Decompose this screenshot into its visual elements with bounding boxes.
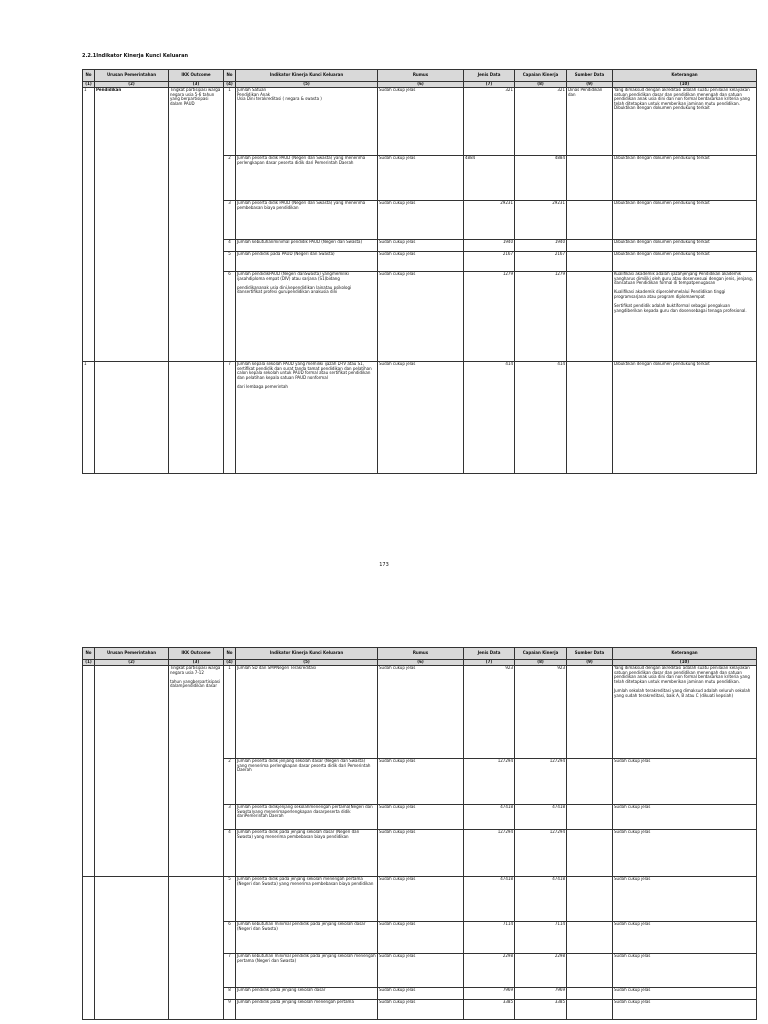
indikator: Jumlah pendidik pada jenjang sekolah menengah pertama <box>236 1000 378 1020</box>
table-row <box>83 88 757 156</box>
rumus: Sudah cukup jelas <box>378 922 464 954</box>
jenis-data: 127294 <box>464 830 515 877</box>
col-number: (10) <box>613 660 757 666</box>
col-header: No <box>224 70 236 82</box>
urusan-no <box>83 877 95 1020</box>
table-header-row <box>83 648 757 660</box>
col-header: Keterangan <box>613 648 757 660</box>
sumber-data <box>567 988 613 1000</box>
indikator: Jumlah peserta didik PAUD (Negeri dan Swasta) yang menerima perlengkapan dasar peserta didik dari Pemerintah Daerah <box>236 156 378 201</box>
keterangan: Dibuktikan dengan dokumen pendukung terkait <box>613 156 757 201</box>
rumus: Sudah cukup jelas <box>378 201 464 240</box>
kpi-table-page-173 <box>82 69 757 474</box>
row-no: 6 <box>224 922 236 954</box>
col-header: Capaian Kinerja <box>515 648 567 660</box>
jenis-data: 7969 <box>464 988 515 1000</box>
jenis-data: 4884 <box>464 156 515 201</box>
capaian: 47418 <box>515 805 567 830</box>
keterangan: Dibuktikan dengan dokumen pendukung terkait <box>613 362 757 474</box>
sumber-data <box>567 156 613 201</box>
table-row <box>83 666 757 759</box>
keterangan: Sudah cukup jelas <box>613 830 757 877</box>
col-header: Urusan Pemerintahan <box>95 648 169 660</box>
row-no: 2 <box>224 759 236 805</box>
keterangan: Dibuktikan dengan dokumen pendukung terkait <box>613 201 757 240</box>
row-no: 3 <box>224 805 236 830</box>
rumus: Sudah cukup jelas <box>378 362 464 474</box>
indikator: Jumlah pendidik pada PAUD (Negeri dan Swasta) <box>236 252 378 272</box>
urusan-name <box>95 362 169 474</box>
col-number: (5) <box>236 660 378 666</box>
rumus: Sudah cukup jelas <box>378 240 464 252</box>
keterangan: Sudah cukup jelas <box>613 877 757 922</box>
capaian: 29231 <box>515 201 567 240</box>
urusan-name <box>95 877 169 1020</box>
indikator: Jumlah Satuan Pendidikan Anak Usia Dini terakreditasi ( negara & swasta ) <box>236 88 378 156</box>
row-no: 9 <box>224 1000 236 1020</box>
col-header: Sumber Data <box>567 70 613 82</box>
col-number: (7) <box>464 660 515 666</box>
jenis-data: 414 <box>464 362 515 474</box>
sumber-data <box>567 240 613 252</box>
rumus: Sudah cukup jelas <box>378 156 464 201</box>
rumus: Sudah cukup jelas <box>378 1000 464 1020</box>
col-header: No <box>83 648 95 660</box>
sumber-data <box>567 954 613 988</box>
table-header-row <box>83 70 757 82</box>
ikk-outcome <box>169 877 224 1020</box>
col-header: Indikator Kinerja Kunci Keluaran <box>236 70 378 82</box>
col-header: Capaian Kinerja <box>515 70 567 82</box>
section-title: 2.2.1Indikator Kinerja Kunci Keluaran <box>82 53 189 59</box>
col-header: No <box>224 648 236 660</box>
keterangan: Sudah cukup jelas <box>613 759 757 805</box>
capaian: 7114 <box>515 922 567 954</box>
jenis-data: 7114 <box>464 922 515 954</box>
sumber-data <box>567 252 613 272</box>
rumus: Sudah cukup jelas <box>378 877 464 922</box>
jenis-data: 127294 <box>464 759 515 805</box>
row-no: 1 <box>224 666 236 759</box>
row-no: 5 <box>224 877 236 922</box>
col-header: IKK Outcome <box>169 648 224 660</box>
sumber-data <box>567 759 613 805</box>
row-no: 5 <box>224 252 236 272</box>
capaian: 47418 <box>515 877 567 922</box>
rumus: Sudah cukup jelas <box>378 666 464 759</box>
jenis-data: 47418 <box>464 805 515 830</box>
col-number: (8) <box>515 82 567 88</box>
jenis-data: 1279 <box>464 272 515 362</box>
capaian: 1940 <box>515 240 567 252</box>
urusan-no: 1 <box>83 362 95 474</box>
kpi-table-page-174 <box>82 647 757 1020</box>
col-header: Jenis Data <box>464 648 515 660</box>
rumus: Sudah cukup jelas <box>378 272 464 362</box>
col-number: (2) <box>95 82 169 88</box>
sumber-data <box>567 830 613 877</box>
sumber-data <box>567 1000 613 1020</box>
row-no: 4 <box>224 240 236 252</box>
sumber-data <box>567 272 613 362</box>
indikator: Jumlah pendidik pada jenjang sekolah dasar <box>236 988 378 1000</box>
capaian: 414 <box>515 362 567 474</box>
rumus: Sudah cukup jelas <box>378 88 464 156</box>
keterangan: Dibuktikan dengan dokumen pendukung terkait <box>613 252 757 272</box>
table-row <box>83 362 757 474</box>
urusan-no <box>83 666 95 877</box>
indikator: Jumlah peserta didik pada jenjang sekolah dasar (Negeri dan Swasta) yang menerima pembebasan biaya pendidikan <box>236 830 378 877</box>
row-no: 1 <box>224 88 236 156</box>
col-number: (10) <box>613 82 757 88</box>
col-number: (9) <box>567 660 613 666</box>
page-number: 173 <box>379 562 389 568</box>
jenis-data: 29231 <box>464 201 515 240</box>
table-row <box>83 877 757 922</box>
urusan-name <box>95 666 169 877</box>
col-number: (2) <box>95 660 169 666</box>
indikator: Jumlah peserta didikjenjang sekolahmenengah pertama(Negeri dan Swasta)yang menerimaperlengkapan dasarpeserta didik dariPemerintah Daerah <box>236 805 378 830</box>
indikator: Jumlah SD dan SMPNegeri Terakreditasi <box>236 666 378 759</box>
row-no: 7 <box>224 362 236 474</box>
keterangan: Sudah cukup jelas <box>613 954 757 988</box>
capaian: 127294 <box>515 759 567 805</box>
col-number: (5) <box>236 82 378 88</box>
capaian: 923 <box>515 666 567 759</box>
jenis-data: 321 <box>464 88 515 156</box>
jenis-data: 2167 <box>464 252 515 272</box>
col-number: (7) <box>464 82 515 88</box>
row-no: 8 <box>224 988 236 1000</box>
keterangan: Dibuktikan dengan dokumen pendukung terkait <box>613 240 757 252</box>
keterangan: Yang dimaksud dengan akreditasi adalah suatu penilaian kelayakan satuan pendidikan dasar dan pendidikan menengah dan satuan pendidikan anak usia dini dan non formal berdasarkan kriteria yang telah ditetapkan untuk memberikan jaminan mutu pendidikan. Jumlah sekolah terakreditasi yang dimaksud adalah seluruh sekolah yang sudah terakreditasi, baik A, B atau C (dikuati kepsiah) <box>613 666 757 759</box>
sumber-data <box>567 922 613 954</box>
row-no: 4 <box>224 830 236 877</box>
indikator: Jumlah pendidikPAUD (Negeri danSwasta) yangmemiliki ijasahdiploma empat (DIV) atau sarjana (S1)bidang pendidikananak usia dini,kependidikan lainatau psikologi dansertifikat profesi gurupendidikan anakusia dini <box>236 272 378 362</box>
jenis-data: 1940 <box>464 240 515 252</box>
indikator: Jumlah peserta didik jenjang sekolah dasar (Negeri dan Swasta) yang menerima perlengkapan dasar peserta didik dari Pemerintah Daerah <box>236 759 378 805</box>
capaian: 127294 <box>515 830 567 877</box>
row-no: 2 <box>224 156 236 201</box>
sumber-data <box>567 201 613 240</box>
keterangan: Yang dimaksud dengan akreditasi adalah suatu penilaian kelayakan satuan pendidikan dasar dan pendidikan menengah dan satuan pendidikan anak usia dini dan non formal berdasarkan kriteria yang telah ditetapkan untuk memberikan jaminan mutu pendidikan. Dibuktikan dengan dokumen pendukung terkait <box>613 88 757 156</box>
row-no: 3 <box>224 201 236 240</box>
sumber-data <box>567 362 613 474</box>
capaian: 1279 <box>515 272 567 362</box>
sumber-data: Dinas Pendidikan dan <box>567 88 613 156</box>
capaian: 321 <box>515 88 567 156</box>
col-number: (9) <box>567 82 613 88</box>
rumus: Sudah cukup jelas <box>378 252 464 272</box>
row-no: 6 <box>224 272 236 362</box>
col-number: (4) <box>224 660 236 666</box>
rumus: Sudah cukup jelas <box>378 830 464 877</box>
urusan-no: 1 <box>83 88 95 362</box>
jenis-data: 923 <box>464 666 515 759</box>
jenis-data: 2298 <box>464 954 515 988</box>
capaian: 3385 <box>515 1000 567 1020</box>
indikator: Jumlah kebutuhan minimal pendidik pada jenjang sekolah dasar (Negeri dan Swasta) <box>236 922 378 954</box>
jenis-data: 47418 <box>464 877 515 922</box>
col-header: Jenis Data <box>464 70 515 82</box>
keterangan: Sudah cukup jelas <box>613 805 757 830</box>
col-header: No <box>83 70 95 82</box>
rumus: Sudah cukup jelas <box>378 954 464 988</box>
jenis-data: 3385 <box>464 1000 515 1020</box>
capaian: 7969 <box>515 988 567 1000</box>
col-number: (4) <box>224 82 236 88</box>
keterangan: Kualifikasi akademik adalah ijazahjenjang Pendidikan akademik yangharus dimiliki oleh guru atau dosensesuai dengan jenis, jenjang, dansatuan Pendidikan formal di tempatpenugasan Kualifikasi akademik diperolehmelalui Pendidikan tinggi programsarjana atau program diplomaempat Sertifikat pendidik adalah buktiformal sebagai pengakuan yangdiberikan kepada guru dan dosensebagai tenaga profesional. <box>613 272 757 362</box>
keterangan: Sudah cukup jelas <box>613 1000 757 1020</box>
col-number: (3) <box>169 660 224 666</box>
capaian: 2167 <box>515 252 567 272</box>
ikk-outcome: Tingkat partisipasi warga negara usia 7-12 tahun yangberpartisipasi dalampendidikan dasar <box>169 666 224 877</box>
rumus: Sudah cukup jelas <box>378 759 464 805</box>
sumber-data <box>567 805 613 830</box>
col-header: Indikator Kinerja Kunci Keluaran <box>236 648 378 660</box>
col-number: (3) <box>169 82 224 88</box>
indikator: Jumlah kepala sekolah PAUD yang memiliki ijazah D-IV atau S1, sertifikat pendidik dan surat tanda tamat pendidikan dan pelatihan calon kepala sekolah untuk PAUD formal atau sertifikat pendidikan dan pelatihan kepala satuan PAUD nonformal dari lembaga pemerintah <box>236 362 378 474</box>
sumber-data <box>567 877 613 922</box>
keterangan: Sudah cukup jelas <box>613 988 757 1000</box>
indikator: Jumlah peserta didik pada jenjang sekolah menengah pertama (Negeri dan Swasta) yang menerima pembebasan biaya pendidikan <box>236 877 378 922</box>
keterangan: Sudah cukup jelas <box>613 922 757 954</box>
capaian: 4884 <box>515 156 567 201</box>
col-number: (1) <box>83 660 95 666</box>
col-header: Rumus <box>378 648 464 660</box>
col-header: Keterangan <box>613 70 757 82</box>
col-number: (8) <box>515 660 567 666</box>
col-number: (6) <box>378 82 464 88</box>
ikk-outcome: Tingkat partisipasi warga negara usia 5-6 tahun yang berpartisipasi dalam PAUD <box>169 88 224 362</box>
row-no: 7 <box>224 954 236 988</box>
ikk-outcome <box>169 362 224 474</box>
rumus: Sudah cukup jelas <box>378 988 464 1000</box>
indikator: Jumlah kebutuhan minimal pendidik pada jenjang sekolah menengah pertama (Negeri dan Swasta) <box>236 954 378 988</box>
col-number: (1) <box>83 82 95 88</box>
rumus: Sudah cukup jelas <box>378 805 464 830</box>
sumber-data <box>567 666 613 759</box>
col-header: Sumber Data <box>567 648 613 660</box>
col-header: IKK Outcome <box>169 70 224 82</box>
col-header: Rumus <box>378 70 464 82</box>
indikator: Jumlah kebutuhanminimal pendidik PAUD (Negeri dan Swasta) <box>236 240 378 252</box>
col-header: Urusan Pemerintahan <box>95 70 169 82</box>
col-number: (6) <box>378 660 464 666</box>
indikator: Jumlah peserta didik PAUD (Negeri dan Swasta) yang menerima pembebasan biaya pendidikan <box>236 201 378 240</box>
capaian: 2298 <box>515 954 567 988</box>
urusan-name: Pendidikan <box>95 88 169 362</box>
